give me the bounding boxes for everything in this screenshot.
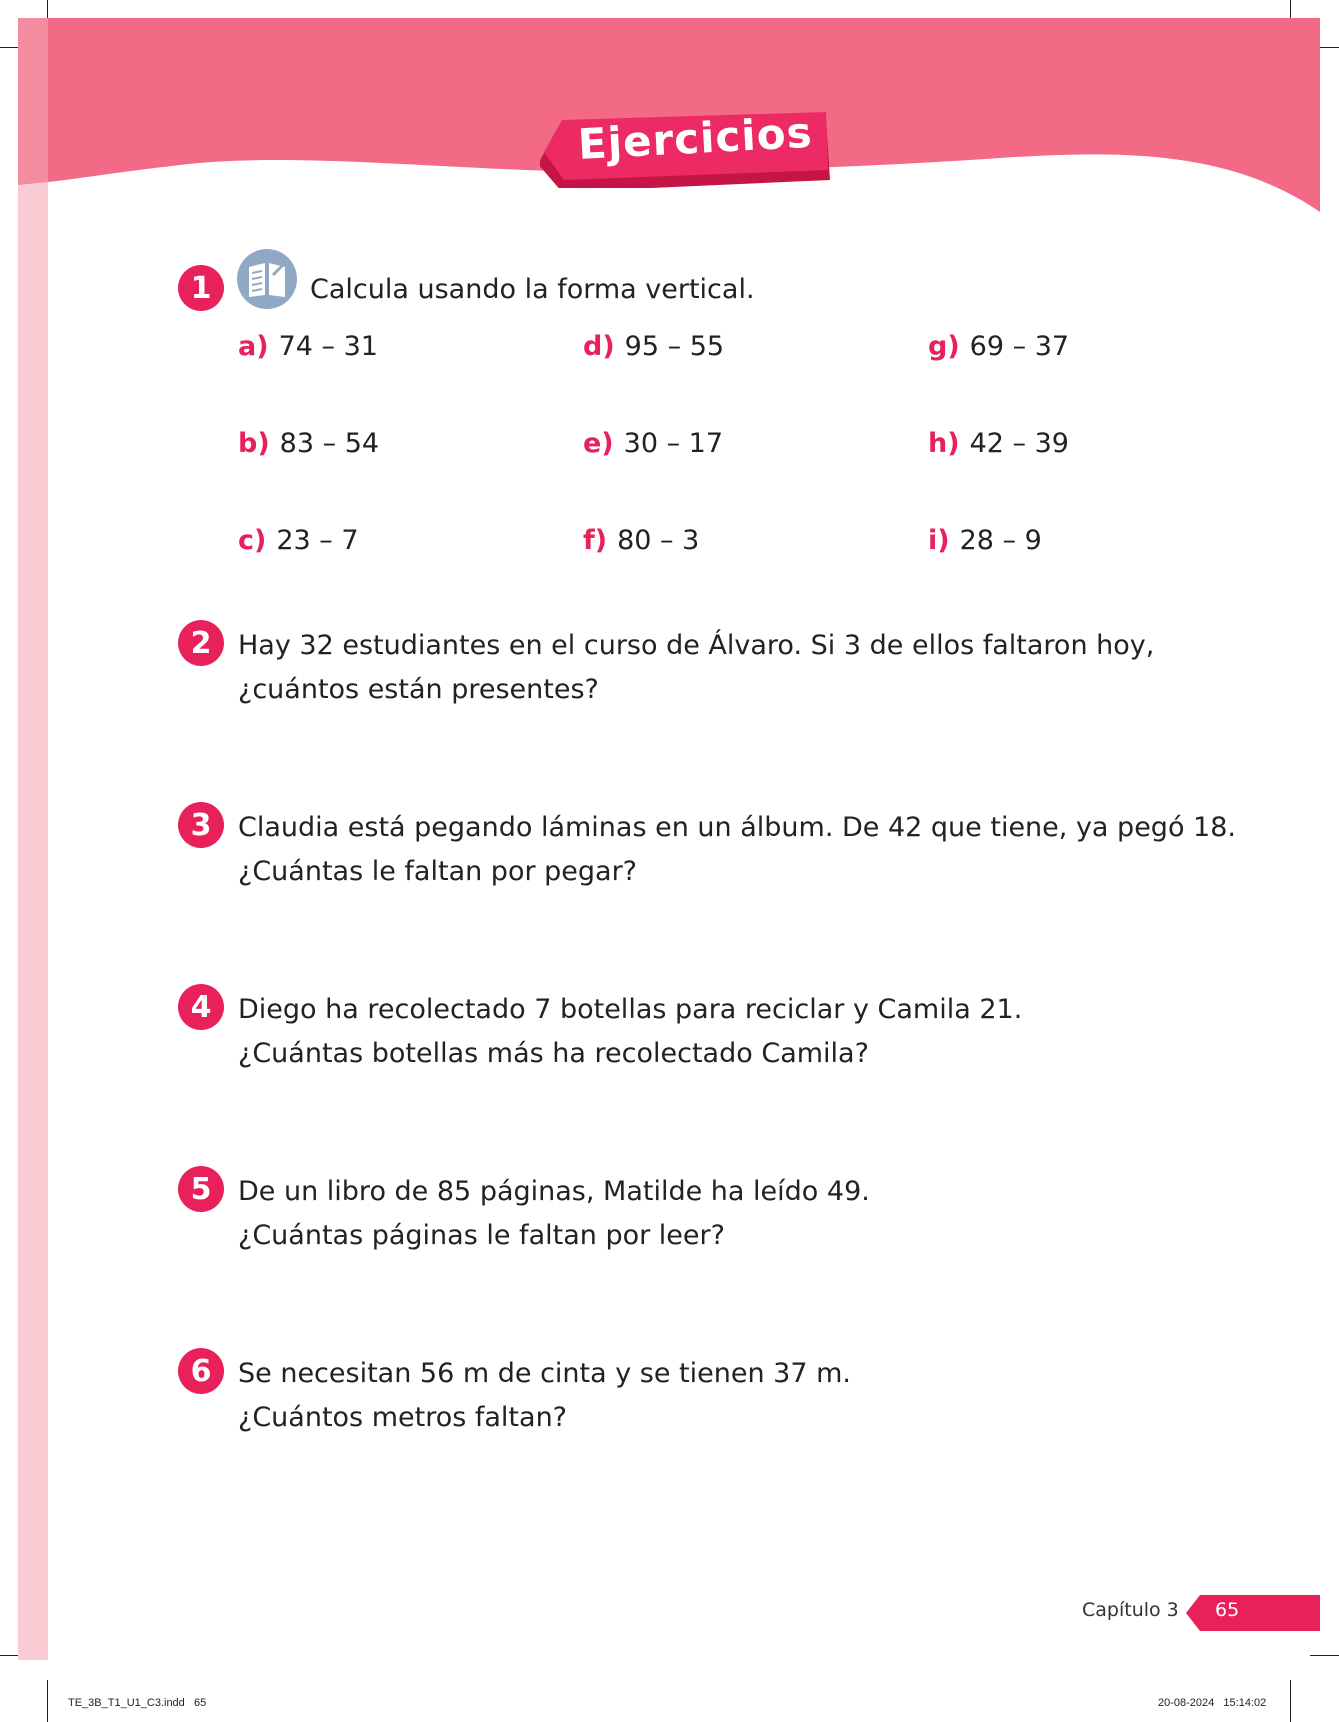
- page-number-tab: [1186, 1595, 1320, 1631]
- left-margin-strip: [18, 18, 48, 1660]
- exercise-number-6: 6: [178, 1348, 224, 1394]
- problem-3-text-line1: Claudia está pegando láminas en un álbum. De 42 que tiene, ya pegó 18.: [238, 812, 1236, 843]
- crop-mark: [47, 1680, 48, 1722]
- exercise-number-1: 1: [178, 265, 224, 311]
- page-title: Ejercicios: [576, 107, 814, 169]
- exercise-number-2: 2: [178, 620, 224, 666]
- problem-5-text-line1: De un libro de 85 páginas, Matilde ha leído 49.: [238, 1176, 870, 1207]
- notebook-pencil-icon: [237, 249, 297, 309]
- print-slug-right: 20-08-2024 15:14:02: [1158, 1697, 1267, 1709]
- page-number: 65: [1215, 1599, 1240, 1621]
- problem-4-text-line2: ¿Cuántas botellas más ha recolectado Camila?: [238, 1038, 869, 1069]
- subtraction-item-h: h) 42 – 39: [928, 428, 1069, 459]
- problem-6-text-line2: ¿Cuántos metros faltan?: [238, 1402, 568, 1433]
- chapter-label: Capítulo 3: [1082, 1599, 1179, 1621]
- crop-mark: [1310, 1655, 1339, 1656]
- subtraction-item-b: b) 83 – 54: [238, 428, 380, 459]
- subtraction-item-a: a) 74 – 31: [238, 331, 378, 362]
- subtraction-item-i: i) 28 – 9: [928, 525, 1042, 556]
- problem-6-text-line1: Se necesitan 56 m de cinta y se tienen 37 m.: [238, 1358, 851, 1389]
- exercise-number-5: 5: [178, 1166, 224, 1212]
- problem-3-text-line2: ¿Cuántas le faltan por pegar?: [238, 856, 638, 887]
- subtraction-item-e: e) 30 – 17: [583, 428, 724, 459]
- subtraction-item-c: c) 23 – 7: [238, 525, 359, 556]
- problem-4-text-line1: Diego ha recolectado 7 botellas para reciclar y Camila 21.: [238, 994, 1023, 1025]
- exercise-1-instruction: Calcula usando la forma vertical.: [310, 274, 755, 305]
- crop-mark: [1290, 1680, 1291, 1722]
- exercise-number-4: 4: [178, 984, 224, 1030]
- subtraction-item-g: g) 69 – 37: [928, 331, 1070, 362]
- problem-2-text-line2: ¿cuántos están presentes?: [238, 674, 599, 705]
- print-slug-left: TE_3B_T1_U1_C3.indd 65: [68, 1697, 207, 1709]
- exercise-number-3: 3: [178, 802, 224, 848]
- problem-2-text-line1: Hay 32 estudiantes en el curso de Álvaro. Si 3 de ellos faltaron hoy,: [238, 630, 1155, 661]
- crop-mark: [0, 1655, 18, 1656]
- subtraction-item-f: f) 80 – 3: [583, 525, 700, 556]
- problem-5-text-line2: ¿Cuántas páginas le faltan por leer?: [238, 1220, 725, 1251]
- subtraction-item-d: d) 95 – 55: [583, 331, 725, 362]
